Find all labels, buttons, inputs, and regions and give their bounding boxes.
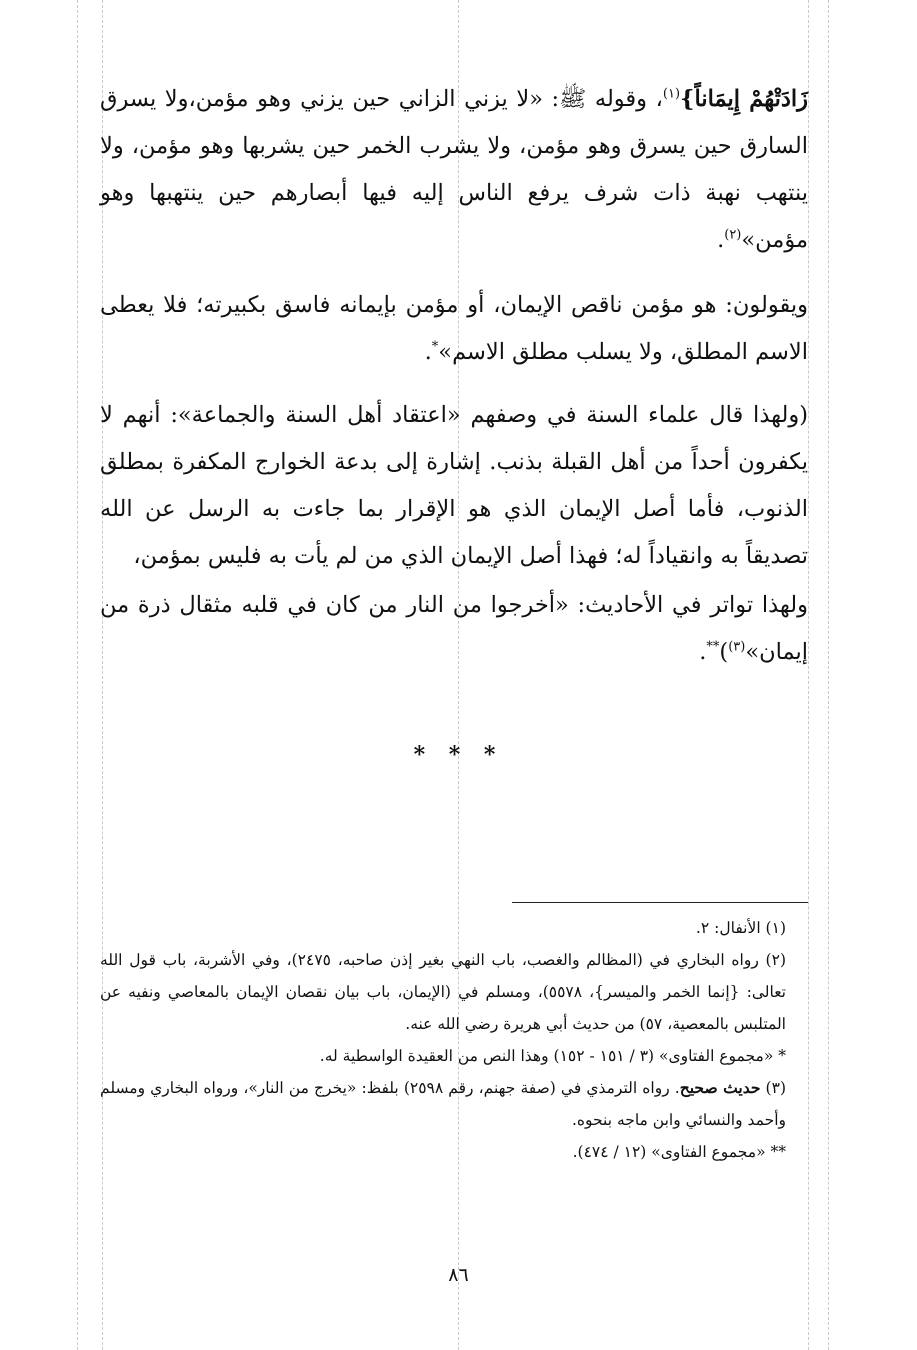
- paragraph-text: (ولهذا قال علماء السنة في وصفهم «اعتقاد أهل السنة والجماعة»: أنهم لا يكفرون أحداً من أهل القبلة بذنب. إشارة إلى بدعة الخوارج المكفرة بمطلق الذنوب، فأما أصل الإيمان الذي هو الإقرار بما جاءت به الرسل عن الله تصديقاً به وانقياداً له؛ فهذا أصل الإيمان الذي من لم يأت به فليس بمؤمن،: [100, 402, 808, 569]
- footnote-2: (٢) رواه البخاري في (المظالم والغصب، باب النهي بغير إذن صاحبه، ٢٤٧٥)، وفي الأشربة، باب قول الله تعالى: {إنما الخمر والميسر}، ٥٥٧٨)، ومسلم في (الإيمان، باب بيان نقصان الإيمان بالمعاصي ونفيه عن المتلبس بالمعصية، ٥٧) من حديث أبي هريرة رضي الله عنه.: [100, 951, 786, 1033]
- page-number: ٨٦: [448, 1264, 469, 1286]
- footnote-ref: (٣): [728, 639, 746, 655]
- paragraph-text: ولهذا تواتر في الأحاديث: «أخرجوا من النار من كان في قلبه مثقال ذرة من إيمان»: [100, 592, 808, 665]
- sentence-end: .: [717, 227, 725, 253]
- section-separator: * * *: [413, 742, 504, 768]
- footnote-star-2: ** «مجموع الفتاوى» (١٢ / ٤٧٤).: [572, 1143, 786, 1161]
- star-mark: **: [706, 639, 720, 655]
- paragraph-text: ويقولون: هو مؤمن ناقص الإيمان، أو مؤمن بإيمانه فاسق بكبيرته؛ فلا يعطى الاسم المطلق، ولا يسلب مطلق الاسم»: [100, 292, 808, 365]
- footnote-divider: [512, 902, 808, 903]
- footnote-3-label: (٣): [765, 1079, 786, 1097]
- footnote-3-text: . رواه الترمذي في (صفة جهنم، رقم ٢٥٩٨) بلفظ: «يخرج من النار»، ورواه البخاري ومسلم وأحمد والنسائي وابن ماجه بنحوه.: [100, 1079, 786, 1129]
- paragraph-2: [100, 282, 808, 376]
- star-mark: *: [431, 339, 439, 355]
- quran-verse: زَادَتْهُمْ إِيمَاناً}: [680, 86, 808, 112]
- footnote-3-grade: حديث صحيح: [679, 1078, 761, 1097]
- margin-guide-line: [77, 0, 78, 1350]
- closing-paren: ): [719, 639, 729, 665]
- footnotes: [100, 912, 808, 1168]
- margin-guide-line: [828, 0, 829, 1350]
- footnote-ref: (١): [662, 86, 681, 102]
- paragraph-3: [100, 392, 808, 580]
- paragraph-4: [100, 582, 808, 676]
- sentence-end: .: [699, 639, 707, 665]
- footnote-3: [100, 1072, 808, 1136]
- footnote-1: (١) الأنفال: ٢.: [695, 919, 786, 937]
- margin-guide-line: [808, 0, 809, 1350]
- sentence-end: .: [424, 339, 432, 365]
- footnote-ref: (٢): [724, 227, 742, 243]
- paragraph-text: ، وقوله ﷺ: «لا يزني الزاني حين يزني وهو مؤمن،ولا يسرق السارق حين يسرق وهو مؤمن، ولا يشرب الخمر حين يشربها وهو مؤمن، ولا ينتهب نهبة ذات شرف يرفع الناس إليه فيها أبصارهم حين ينتهبها وهو مؤمن»: [100, 86, 808, 253]
- footnote-star-1: * «مجموع الفتاوى» (٣ / ١٥١ - ١٥٢) وهذا النص من العقيدة الواسطية له.: [319, 1047, 786, 1065]
- paragraph-1: [100, 76, 808, 264]
